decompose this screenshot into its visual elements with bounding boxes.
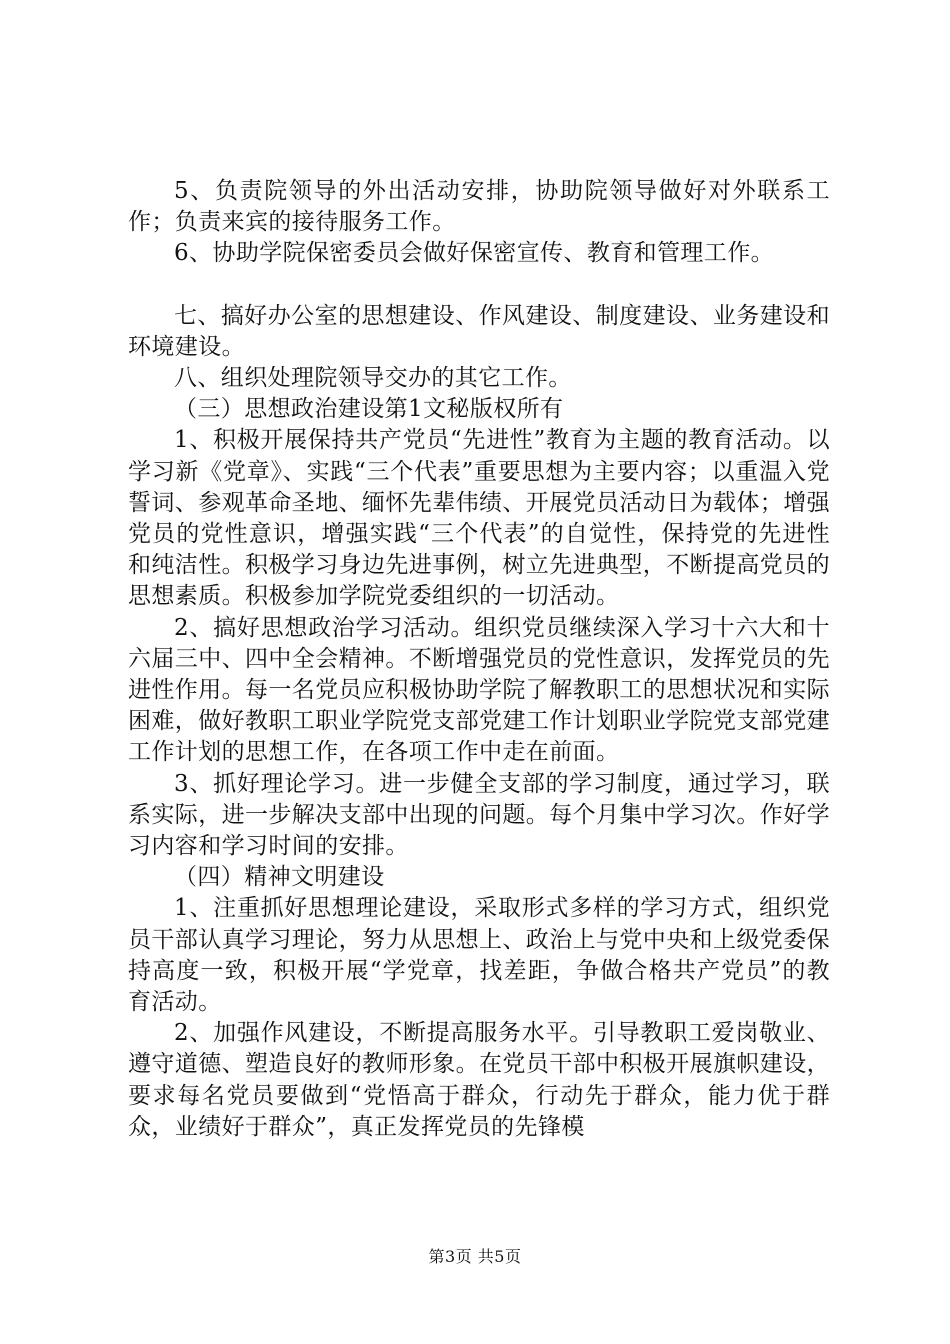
paragraph-political-2: 2、搞好思想政治学习活动。组织党员继续深入学习十六大和十六届三中、四中全会精神。不断增强党员的党性意识，发挥党员的先进性作用。每一名党员应积极协助学院了解教职工的思想状况和实际困难，做好教职工职业学院党支部党建工作计划职业学院党支部党建工作计划的思想工作，在各项工作中走在前面。 <box>128 614 830 766</box>
paragraph-political-1: 1、积极开展保持共产党员“先进性”教育为主题的教育活动。以学习新《党章》、实践“三个代表”重要思想为主要内容；以重温入党誓词、参观革命圣地、缅怀先辈伟绩、开展党员活动日为载体；增强党员的党性意识，增强实践“三个代表”的自觉性，保持党的先进性和纯洁性。积极学习身边先进事例，树立先进典型，不断提高党员的思想素质。积极参加学院党委组织的一切活动。 <box>128 427 830 610</box>
document-body <box>128 176 830 1143</box>
paragraph-civility-1: 1、注重抓好思想理论建设，采取形式多样的学习方式，组织党员干部认真学习理论，努力从思想上、政治上与党中央和上级党委保持高度一致，积极开展“学党章，找差距，争做合格共产党员”的教育活动。 <box>128 895 830 1016</box>
section-heading-3: （三）思想政治建设第1文秘版权所有 <box>174 396 564 423</box>
paragraph-item-5: 5、负责院领导的外出活动安排，协助院领导做好对外联系工作；负责来宾的接待服务工作。 <box>128 178 830 236</box>
paragraph-item-6: 6、协助学院保密委员会做好保密宣传、教育和管理工作。 <box>174 240 775 267</box>
paragraph-section-7: 七、搞好办公室的思想建设、作风建设、制度建设、业务建设和环境建设。 <box>128 302 830 360</box>
paragraph-civility-2: 2、加强作风建设，不断提高服务水平。引导教职工爱岗敬业、遵守道德、塑造良好的教师形象。在党员干部中积极开展旗帜建设，要求每名党员要做到“党悟高于群众，行动先于群众，能力优于群众，业绩好于群众”，真正发挥党员的先锋模 <box>128 1020 830 1140</box>
section-heading-4: （四）精神文明建设 <box>174 864 385 891</box>
paragraph-political-3: 3、抓好理论学习。进一步健全支部的学习制度，通过学习，联系实际，进一步解决支部中出现的问题。每个月集中学习次。作好学习内容和学习时间的安排。 <box>128 770 830 860</box>
paragraph-section-8: 八、组织处理院领导交办的其它工作。 <box>174 365 572 392</box>
page-number-footer: 第3页 共5页 <box>428 1247 522 1266</box>
